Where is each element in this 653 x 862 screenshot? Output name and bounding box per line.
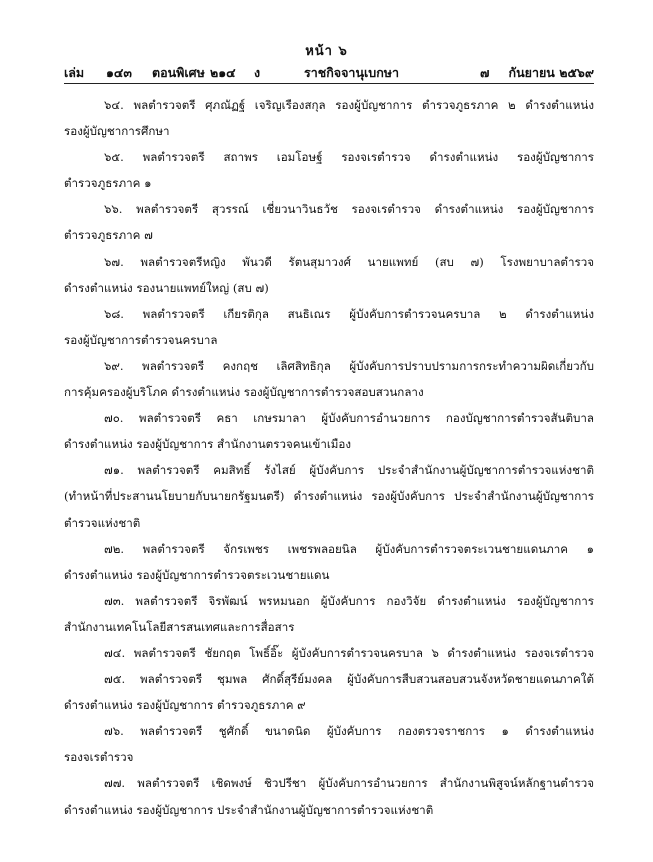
volume-label: เล่ม — [64, 65, 85, 80]
entry-continuation: ดำรงตำแหน่ง รองผู้บัญชาการ ตำรวจภูธรภาค ๙ — [64, 698, 306, 713]
entry-first-line: ๖๗. พลตำรวจตรีหญิง พันวดี รัตนสุมาวงศ์ นายแพทย์ (สบ ๗) โรงพยาบาลตำรวจ — [104, 254, 594, 269]
entry-continuation: รองจเรตำรวจ — [64, 750, 134, 765]
entry-continuation: รองผู้บัญชาการตำรวจนครบาล — [64, 332, 218, 347]
issue-suffix: ง — [254, 65, 261, 80]
entry-continuation: ดำรงตำแหน่ง รองผู้บัญชาการ สำนักงานตรวจคนเข้าเมือง — [64, 437, 352, 452]
entry-continuation: ตำรวจแห่งชาติ — [64, 515, 141, 530]
header-rule — [64, 83, 594, 84]
entry-first-line: ๗๓. พลตำรวจตรี จิรพัฒน์ พรหมนอก ผู้บังคับการ กองวิจัย ดำรงตำแหน่ง รองผู้บัญชาการ — [104, 593, 594, 608]
entry-first-line: ๗๑. พลตำรวจตรี คมสิทธิ์ รังไสย์ ผู้บังคับการ ประจำสำนักงานผู้บัญชาการตำรวจแห่งชาติ — [104, 463, 594, 478]
entry-continuation: ดำรงตำแหน่ง รองผู้บัญชาการตำรวจตระเวนชายแดน — [64, 567, 330, 582]
entry-continuation: ตำรวจภูธรภาค ๑ — [64, 176, 152, 191]
entry-continuation: การคุ้มครองผู้บริโภค ดำรงตำแหน่ง รองผู้บัญชาการตำรวจสอบสวนกลาง — [64, 385, 424, 400]
entry-first-line: ๗๕. พลตำรวจตรี ชุมพล ศักดิ์สุรีย์มงคล ผู้บังคับการสืบสวนสอบสวนจังหวัดชายแดนภาคใต้ — [104, 672, 594, 687]
list-item — [64, 301, 594, 353]
entry-continuation: ตำรวจภูธรภาค ๗ — [64, 228, 153, 243]
entry-first-line: ๗๒. พลตำรวจตรี จักรเพชร เพชรพลอยนิล ผู้บังคับการตำรวจตระเวนชายแดนภาค ๑ — [104, 541, 594, 556]
entry-continuation: (ทำหน้าที่ประสานนโยบายกับนายกรัฐมนตรี) ดำรงตำแหน่ง รองผู้บังคับการ ประจำสำนักงานผู้บัญชาการ — [64, 489, 594, 504]
issue-label: ตอนพิเศษ — [152, 65, 205, 80]
list-item — [64, 457, 594, 535]
date-month-year: กันยายน ๒๕๖๙ — [508, 65, 594, 80]
entry-first-line: ๗๔. พลตำรวจตรี ชัยกฤต โพธิ์อิ๊ะ ผู้บังคับการตำรวจนครบาล ๖ ดำรงตำแหน่ง รองจเรตำรวจ — [104, 645, 594, 660]
entry-continuation: ดำรงตำแหน่ง รองนายแพทย์ใหญ่ (สบ ๗) — [64, 280, 269, 295]
page-number: หน้า ๖ — [305, 44, 348, 59]
entry-first-line: ๗๖. พลตำรวจตรี ชูศักดิ์ ขนาดนิด ผู้บังคับการ กองตรวจราชการ ๑ ดำรงตำแหน่ง — [104, 724, 594, 739]
entry-first-line: ๖๕. พลตำรวจตรี สถาพร เอมโอษฐ์ รองจเรตำรวจ ดำรงตำแหน่ง รองผู้บัญชาการ — [104, 150, 594, 165]
entry-continuation: รองผู้บัญชาการศึกษา — [64, 124, 170, 139]
volume-number: ๑๔๓ — [106, 65, 132, 80]
list-item — [64, 196, 594, 248]
list-item — [64, 536, 594, 588]
issue-number: ๒๑๔ — [210, 65, 236, 80]
list-item — [64, 144, 594, 196]
list-item — [64, 588, 594, 640]
list-item — [64, 770, 594, 822]
entry-first-line: ๖๖. พลตำรวจตรี สุวรรณ์ เชี่ยวนาวินธวัช รองจเรตำรวจ ดำรงตำแหน่ง รองผู้บัญชาการ — [104, 202, 594, 217]
date-day: ๗ — [480, 65, 490, 80]
entries-list — [64, 92, 594, 823]
entry-continuation: ดำรงตำแหน่ง รองผู้บัญชาการ ประจำสำนักงานผู้บัญชาการตำรวจแห่งชาติ — [64, 802, 434, 817]
entry-continuation: สำนักงานเทคโนโลยีสารสนเทศและการสื่อสาร — [64, 619, 295, 634]
entry-first-line: ๗๐. พลตำรวจตรี คธา เกษรมาลา ผู้บังคับการอำนวยการ กองบัญชาการตำรวจสันติบาล — [104, 411, 594, 426]
publication-name: ราชกิจจานุเบกษา — [304, 65, 400, 80]
entry-first-line: ๗๗. พลตำรวจตรี เชิดพงษ์ ชิวปรีชา ผู้บังคับการอำนวยการ สำนักงานพิสูจน์หลักฐานตำรวจ — [104, 776, 594, 791]
entry-first-line: ๖๘. พลตำรวจตรี เกียรติกุล สนธิเณร ผู้บังคับการตำรวจนครบาล ๒ ดำรงตำแหน่ง — [104, 306, 594, 321]
list-item — [64, 353, 594, 405]
list-item — [64, 640, 594, 666]
list-item — [64, 718, 594, 770]
list-item — [64, 666, 594, 718]
entry-first-line: ๖๔. พลตำรวจตรี ศุภณัฏฐ์ เจริญเรืองสกุล รองผู้บัญชาการ ตำรวจภูธรภาค ๒ ดำรงตำแหน่ง — [104, 98, 594, 112]
entry-first-line: ๖๙. พลตำรวจตรี คงกฤช เลิศสิทธิกุล ผู้บังคับการปราบปรามการกระทำความผิดเกี่ยวกับ — [104, 358, 594, 373]
list-item — [64, 249, 594, 301]
list-item — [64, 92, 594, 144]
list-item — [64, 405, 594, 457]
gazette-header — [64, 63, 594, 81]
